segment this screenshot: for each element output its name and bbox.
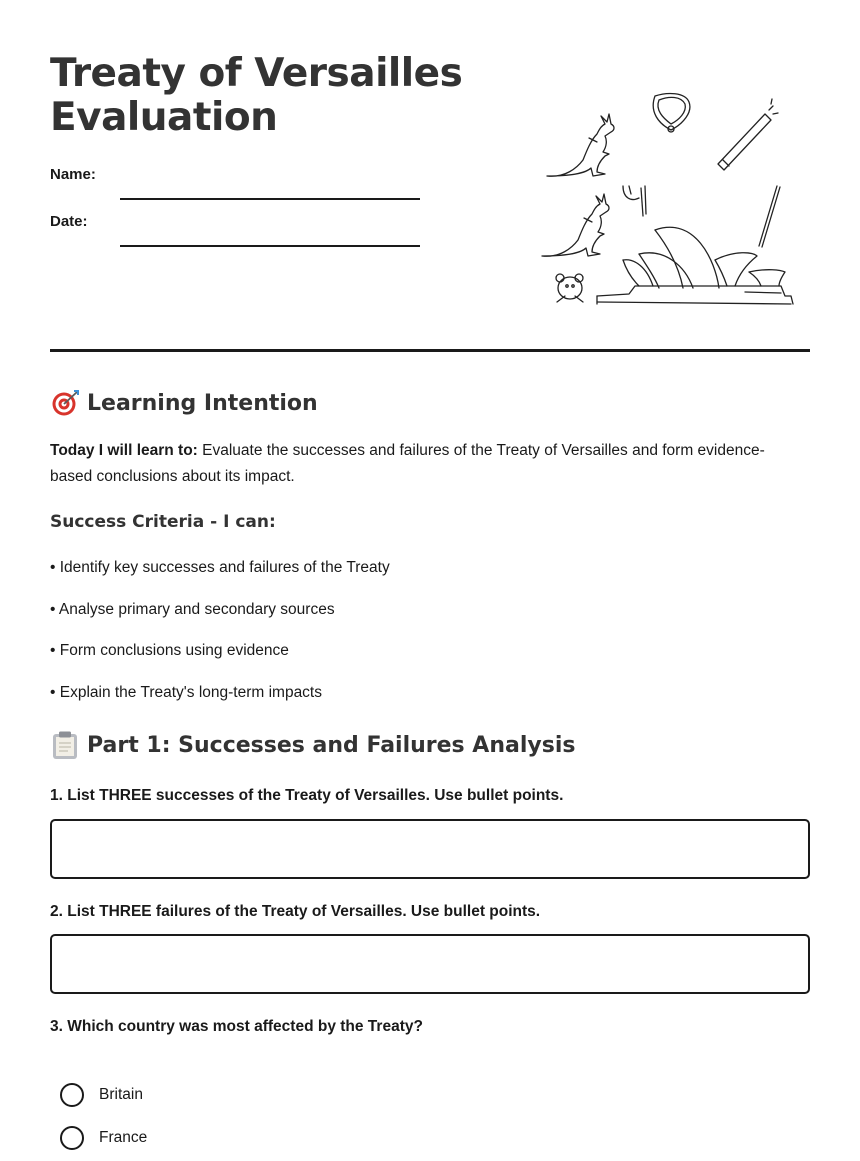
option-britain[interactable] bbox=[60, 1082, 143, 1108]
learning-intention-heading bbox=[50, 388, 318, 418]
clapsticks-icon bbox=[623, 186, 646, 216]
learning-intention-text bbox=[50, 438, 790, 490]
radio-button[interactable] bbox=[60, 1126, 84, 1150]
opera-house-icon bbox=[597, 227, 793, 304]
part1-heading bbox=[50, 730, 575, 760]
australia-icons-illustration bbox=[535, 90, 800, 315]
date-label: Date: bbox=[50, 213, 88, 230]
question-1-answer[interactable] bbox=[50, 819, 810, 879]
name-field-row bbox=[50, 160, 420, 190]
page-title: Treaty of Versailles Evaluation bbox=[50, 51, 463, 140]
header-divider bbox=[50, 349, 810, 352]
koala-icon bbox=[556, 274, 583, 302]
radio-button[interactable] bbox=[60, 1083, 84, 1107]
option-label: France bbox=[99, 1129, 148, 1146]
kangaroo-icon bbox=[547, 114, 614, 176]
part1-title: Part 1: Successes and Failures Analysis bbox=[87, 732, 576, 758]
list-item: • Identify key successes and failures of the Treaty bbox=[50, 559, 390, 576]
question-2-answer[interactable] bbox=[50, 934, 810, 994]
option-label: Britain bbox=[99, 1086, 143, 1103]
kangaroo-icon bbox=[542, 194, 609, 256]
question-1-label: 1. List THREE successes of the Treaty of Versailles. Use bullet points. bbox=[50, 787, 564, 804]
target-icon bbox=[50, 388, 80, 418]
question-2-label: 2. List THREE failures of the Treaty of Versailles. Use bullet points. bbox=[50, 903, 541, 920]
list-item: • Form conclusions using evidence bbox=[50, 642, 289, 659]
option-france[interactable] bbox=[60, 1125, 147, 1151]
success-criteria-heading: Success Criteria - I can: bbox=[50, 512, 276, 532]
learning-intention-body: Evaluate the successes and failures of the Treaty of Versailles and form evidence-based conclusions about its impact. bbox=[50, 442, 765, 485]
date-field-row bbox=[50, 207, 420, 237]
question-3-label: 3. Which country was most affected by the Treaty? bbox=[50, 1018, 423, 1035]
success-criteria-list bbox=[50, 556, 390, 722]
clipboard-icon bbox=[50, 730, 80, 760]
learning-intention-title: Learning Intention bbox=[87, 390, 318, 416]
spear-icon bbox=[759, 186, 780, 247]
didgeridoo-icon bbox=[718, 99, 778, 170]
list-item: • Explain the Treaty's long-term impacts bbox=[50, 683, 322, 701]
list-item: • Analyse primary and secondary sources bbox=[50, 600, 335, 618]
name-input[interactable] bbox=[120, 182, 420, 200]
boomerang-icon bbox=[653, 94, 690, 132]
name-label: Name: bbox=[50, 166, 96, 183]
date-input[interactable] bbox=[120, 229, 420, 247]
learning-intention-lead: Today I will learn to: bbox=[50, 442, 198, 459]
